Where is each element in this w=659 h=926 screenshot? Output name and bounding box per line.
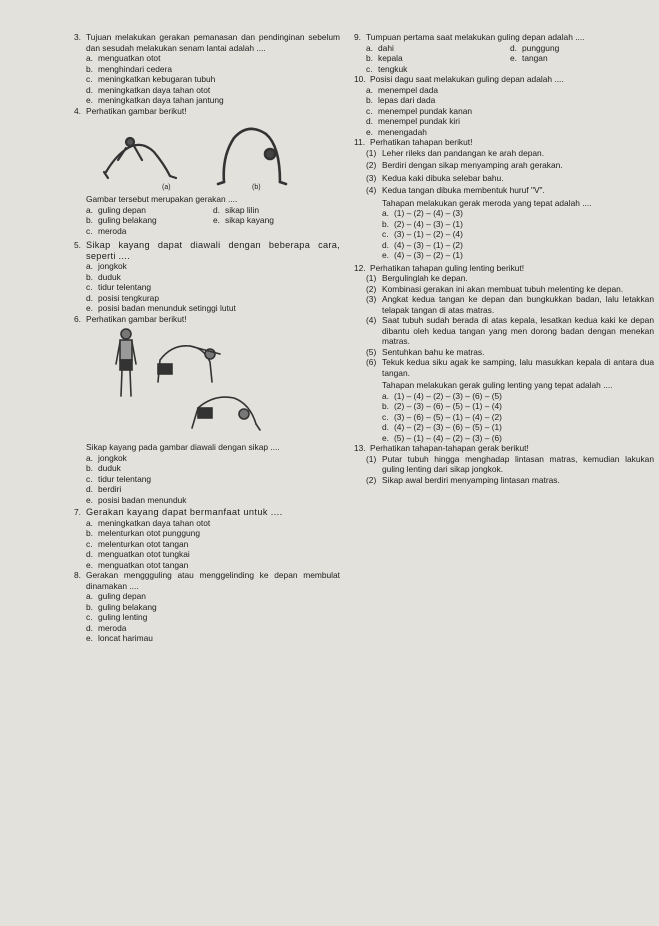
option-c: c. tengkuk <box>366 63 408 74</box>
step-3: (3) Kedua kaki dibuka selebar bahu. <box>366 172 504 183</box>
figure-q4 <box>74 116 340 194</box>
option-a: a. meningkatkan daya tahan otot <box>86 517 211 528</box>
option-b: b. (2) – (4) – (3) – (1) <box>382 218 463 229</box>
kayang-sequence-illustration <box>74 324 340 442</box>
question-text: Perhatikan tahapan berikut! <box>370 137 473 147</box>
option-c: c. tidur telentang <box>86 282 152 292</box>
step-1: (1) Bergulinglah ke depan. <box>366 273 468 283</box>
question-number: 12. <box>354 262 366 273</box>
question-text: Gerakan kayang dapat bermanfaat untuk .... <box>86 507 283 517</box>
question-stem: Tahapan melakukan gerak guling lenting yang tepat adalah .... <box>382 380 613 390</box>
question-number: 5. <box>74 240 81 250</box>
question-number: 3. <box>74 32 81 42</box>
question-number: 13. <box>354 443 366 453</box>
step-4: (4) Saat tubuh sudah berada di atas kepala, lesatkan kedua kaki ke depan dibantu oleh kedua tangan yang men dorong badan dengan menekan matras. <box>366 315 654 346</box>
question-number: 9. <box>354 32 361 42</box>
option-a: a. jongkok <box>86 452 127 463</box>
question-4 <box>74 106 340 237</box>
step-6: (6) Tekuk kedua siku agak ke samping, lalu masukkan kepala di antara dua tangan. <box>366 357 654 378</box>
step-1: (1) Leher rileks dan pandangan ke arah depan. <box>366 147 545 158</box>
option-e: e. (4) – (3) – (2) – (1) <box>382 250 463 260</box>
fig-label-b: (b) <box>252 184 261 191</box>
question-text: Tujuan melakukan gerakan pemanasan dan pendinginan sebelum dan sesudah melakukan senam lantai adalah .... <box>86 32 340 53</box>
option-a: a. (1) – (2) – (4) – (3) <box>382 208 463 218</box>
option-e: e. (5) – (1) – (4) – (2) – (3) – (6) <box>382 432 502 443</box>
option-b: b. (2) – (3) – (6) – (5) – (1) – (4) <box>382 401 502 411</box>
option-e: e. posisi badan menunduk <box>86 494 187 505</box>
option-b: b. duduk <box>86 463 121 473</box>
option-c: c. menempel pundak kanan <box>366 105 473 116</box>
option-d: d. meningkatkan daya tahan otot <box>86 84 211 95</box>
step-3: (3) Angkat kedua tangan ke depan dan bungkukkan badan, lalu letakkan telapak tangan di atas matras. <box>366 294 654 315</box>
question-stem: Sikap kayang pada gambar diawali dengan sikap .... <box>86 442 280 452</box>
question-text: Perhatikan gambar berikut! <box>86 105 187 116</box>
option-b: b. lepas dari dada <box>366 95 436 105</box>
question-12 <box>354 263 654 444</box>
question-number: 11. <box>354 137 366 147</box>
question-text: Perhatikan tahapan-tahapan gerak berikut! <box>370 443 529 453</box>
option-e: e. meningkatkan daya tahan jantung <box>86 95 224 105</box>
question-6 <box>74 314 340 506</box>
step-1: (1) Putar tubuh hingga menghadap lintasan matras, kemudian lakukan guling lenting dari sikap jongkok. <box>366 453 654 474</box>
option-b: b. melenturkan otot punggung <box>86 528 200 538</box>
question-11 <box>354 137 654 261</box>
question-text: Perhatikan gambar berikut! <box>86 313 187 324</box>
question-text: Tumpuan pertama saat melakukan guling depan adalah .... <box>366 32 585 42</box>
question-number: 4. <box>74 105 81 116</box>
option-e: e. loncat harimau <box>86 633 153 643</box>
option-e: e. posisi badan menunduk setinggi lutut <box>86 303 236 313</box>
question-number: 10. <box>354 74 366 84</box>
option-d: d. berdiri <box>86 484 122 494</box>
question-text: Posisi dagu saat melakukan guling depan adalah .... <box>370 74 564 84</box>
option-a: a. guling depan <box>86 591 146 601</box>
question-13 <box>354 443 654 485</box>
option-c: c. (3) – (6) – (5) – (1) – (4) – (2) <box>382 411 502 422</box>
question-number: 7. <box>74 507 81 517</box>
question-3 <box>74 32 340 106</box>
step-2: (2) Berdiri dengan sikap menyamping arah gerakan. <box>366 160 563 170</box>
left-column <box>74 32 340 644</box>
step-2: (2) Kombinasi gerakan ini akan membuat tubuh melenting ke depan. <box>366 283 624 294</box>
option-a: a. (1) – (4) – (2) – (3) – (6) – (5) <box>382 390 502 401</box>
option-row: b. kepala e. tangan <box>366 53 548 63</box>
option-c: c. tidur telentang <box>86 473 152 484</box>
option-d: d. (4) – (2) – (3) – (6) – (5) – (1) <box>382 422 502 432</box>
option-b: b. duduk <box>86 271 121 282</box>
option-b: b. guling belakang <box>86 601 157 612</box>
option-d: d. menguatkan otot tungkai <box>86 549 190 559</box>
right-column <box>354 32 654 485</box>
option-a: a. menempel dada <box>366 84 439 95</box>
option-c: c. (3) – (1) – (2) – (4) <box>382 229 463 239</box>
option-row: b. guling belakang e. sikap kayang <box>86 215 274 225</box>
question-stem: Gambar tersebut merupakan gerakan .... <box>86 194 238 204</box>
figure-bridge <box>192 397 260 430</box>
fig-label-a: (a) <box>162 184 171 191</box>
figure-b-bridge-pose <box>218 129 286 184</box>
figure-a-lying-pose <box>104 138 176 178</box>
option-row: a. guling depan d. sikap lilin <box>86 204 259 215</box>
question-text: Sikap kayang dapat diawali dengan beberapa cara, seperti .... <box>86 240 340 261</box>
option-d: d. meroda <box>86 622 127 633</box>
question-7 <box>74 507 340 570</box>
figure-q6 <box>74 324 340 442</box>
kayang-illustration <box>74 116 340 194</box>
option-c: c. meroda <box>86 225 127 236</box>
option-c: c. guling lenting <box>86 612 148 622</box>
question-5 <box>74 240 340 314</box>
figure-standing <box>116 329 136 396</box>
option-e: e. menengadah <box>366 126 427 137</box>
question-text: Gerakan menggguling atau menggelinding ke depan membulat dinamakan .... <box>86 570 340 591</box>
question-9 <box>354 32 654 74</box>
option-c: c. melenturkan otot tangan <box>86 538 189 549</box>
question-8 <box>74 570 340 644</box>
question-10 <box>354 74 654 137</box>
figure-bending <box>158 346 220 382</box>
option-a: a. jongkok <box>86 261 127 271</box>
option-d: d. posisi tengkurap <box>86 292 159 303</box>
option-c: c. meningkatkan kebugaran tubuh <box>86 74 216 84</box>
step-2: (2) Sikap awal berdiri menyamping lintasan matras. <box>366 474 560 485</box>
option-d: d. menempel pundak kiri <box>366 116 460 126</box>
question-stem: Tahapan melakukan gerak meroda yang tepat adalah .... <box>382 197 592 208</box>
question-number: 8. <box>74 570 81 580</box>
option-row: a. dahi d. punggung <box>366 42 560 53</box>
question-text: Perhatikan tahapan guling lenting berikut! <box>370 262 525 273</box>
step-5: (5) Sentuhkan bahu ke matras. <box>366 346 485 357</box>
question-number: 6. <box>74 313 81 324</box>
option-a: a. menguatkan otot <box>86 53 161 63</box>
option-d: d. (4) – (3) – (1) – (2) <box>382 239 463 250</box>
step-4: (4) Kedua tangan dibuka membentuk huruf "V". <box>366 185 545 195</box>
option-b: b. menghindari cedera <box>86 63 173 74</box>
option-e: e. menguatkan otot tangan <box>86 559 189 570</box>
